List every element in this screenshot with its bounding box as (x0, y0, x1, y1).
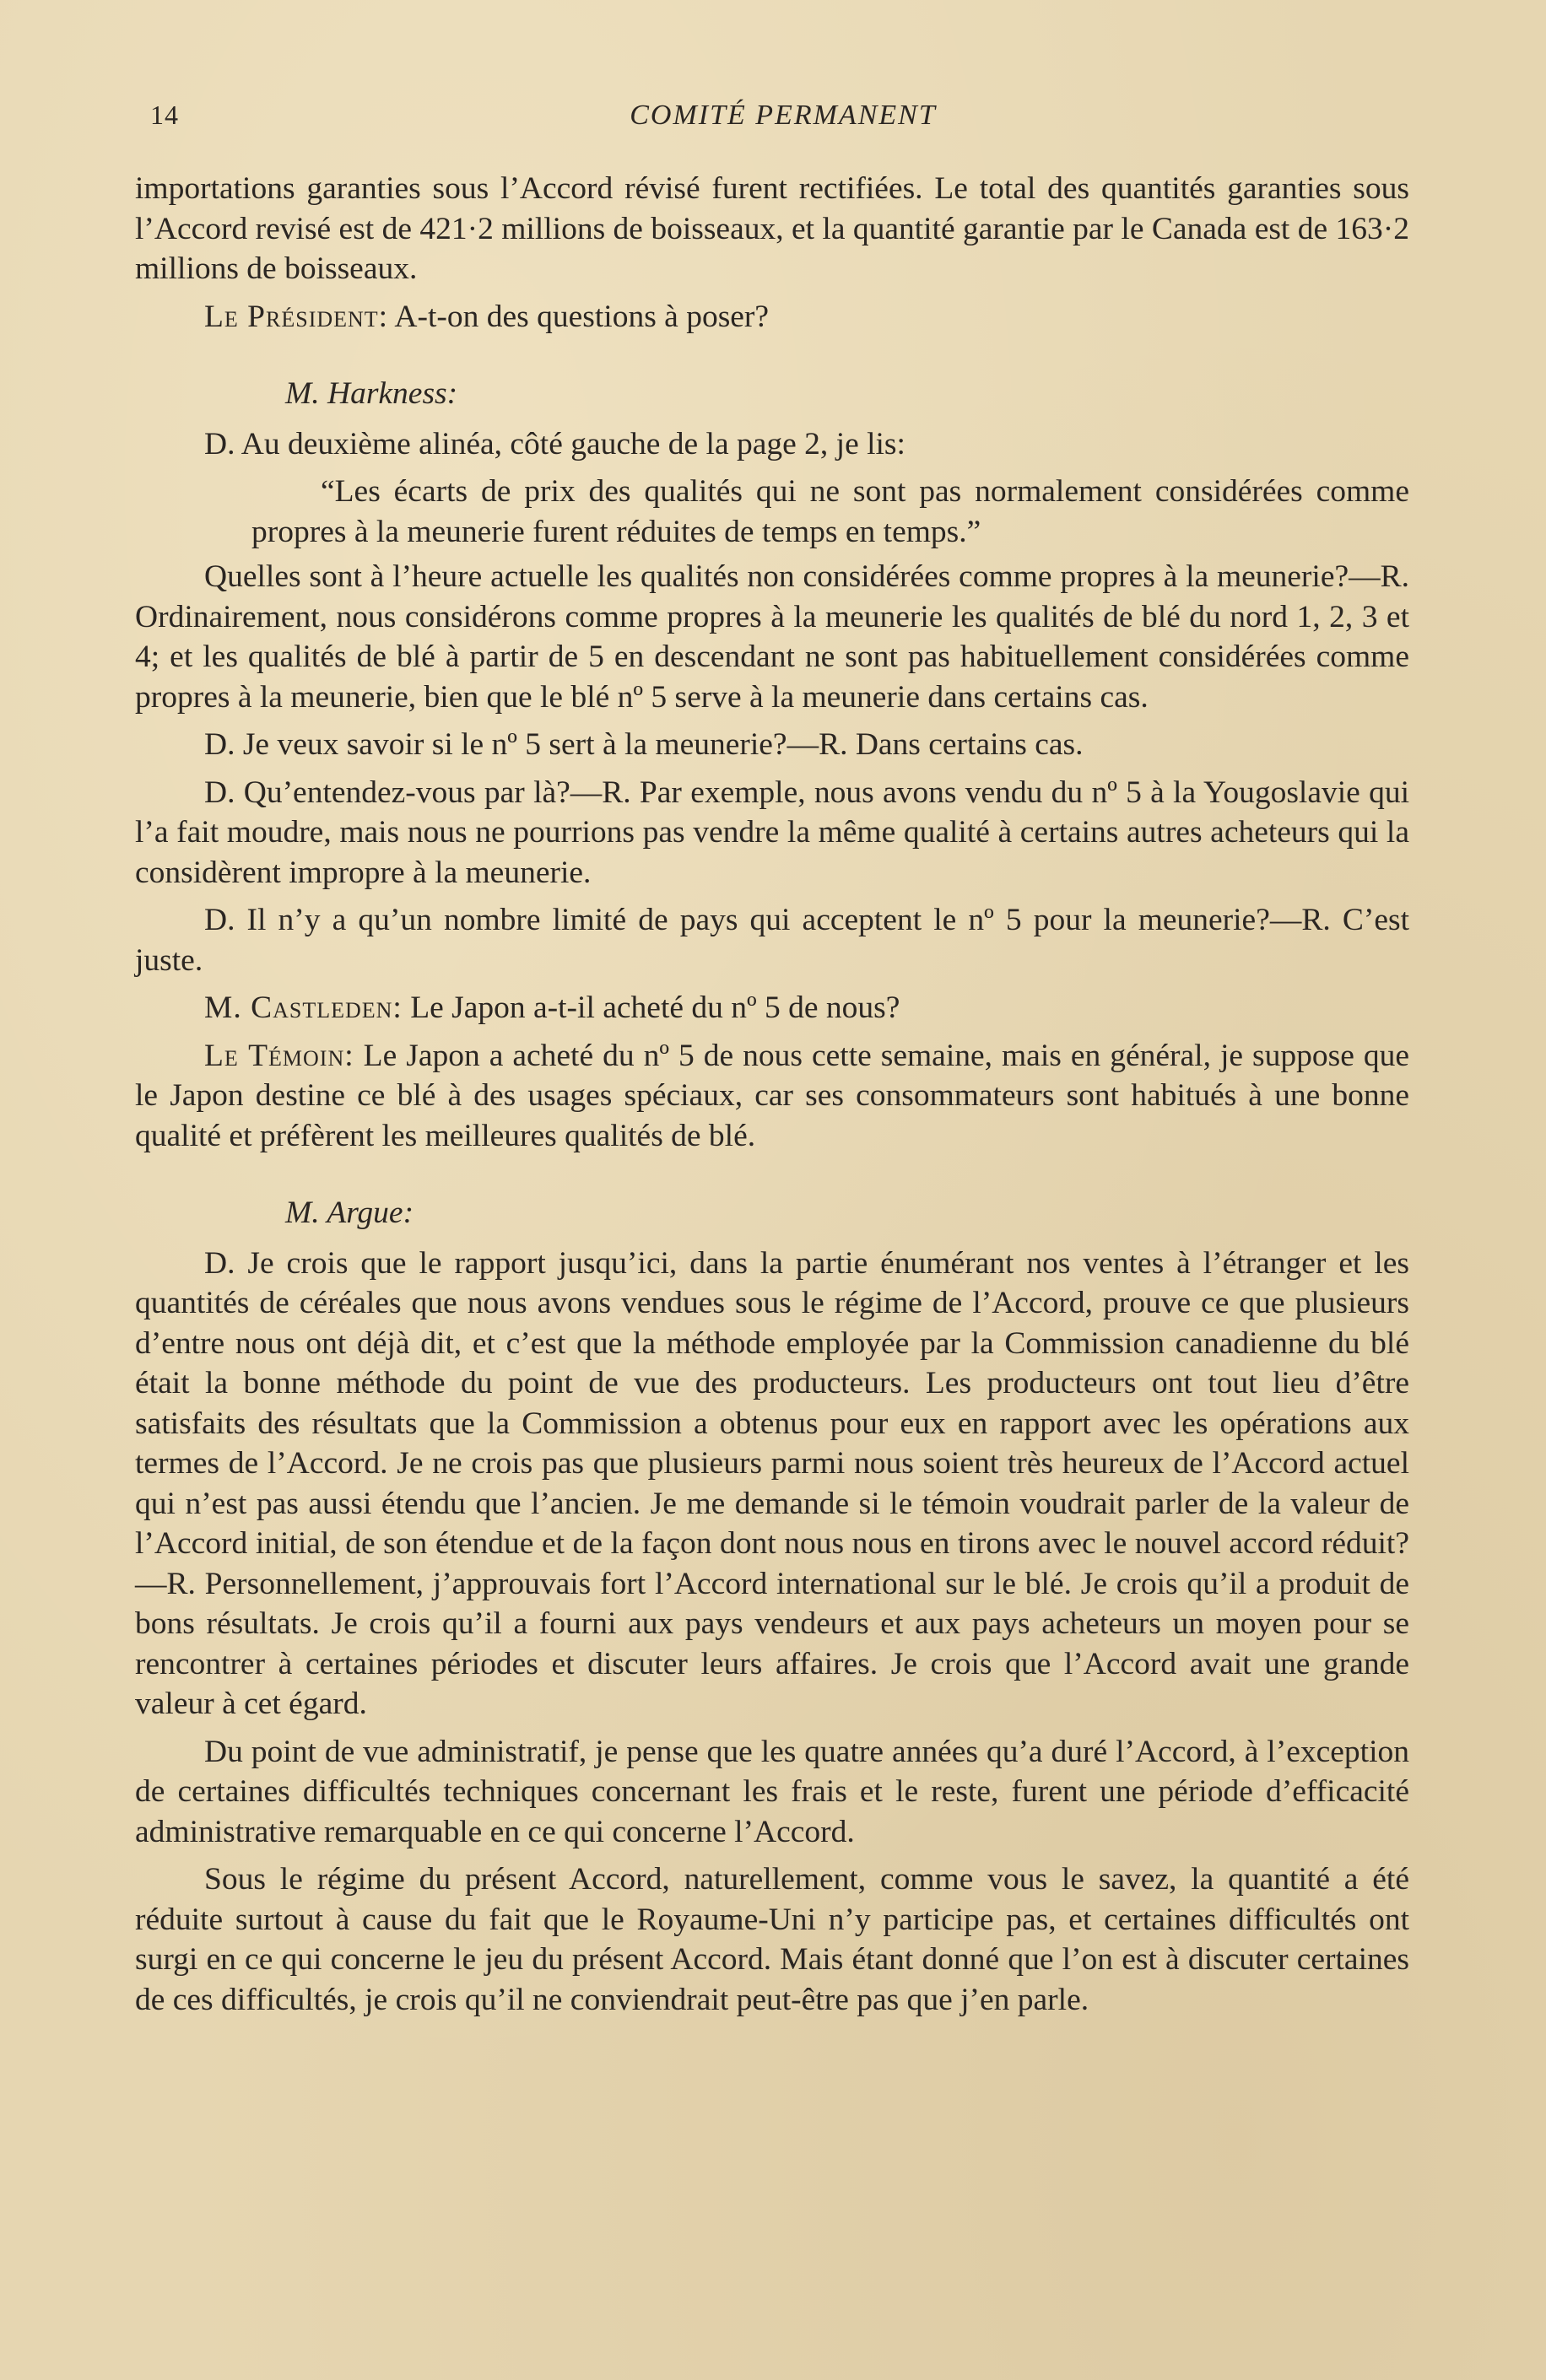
page-number: 14 (150, 100, 179, 130)
speaker-president: Le Président: (204, 299, 389, 334)
paragraph-argue-question: D. Je crois que le rapport jusqu’ici, dans la partie énumérant nos ventes à l’étranger et les quantités de céréales que nous avons vendues sous le régime de l’Accord, prouve ce que plusieurs d’entre nous ont déjà dit, et c’est que la méthode employée par la Commission canadienne du blé était la bonne méthode du point de vue des producteurs. Les producteurs ont tout lieu d’être satisfaits des résultats que la Commission a obtenus pour eux en rapport avec les opérations aux termes de l’Accord. Je ne crois pas que plusieurs parmi nous soient très heureux de l’Accord actuel qui n’est pas aussi étendu que l’ancien. Je me demande si le témoin voudrait parler de la valeur de l’Accord initial, de son étendue et de la façon dont nous nous en tirons avec le nouvel accord réduit?—R. Personnellement, j’approuvais fort l’Accord international sur le blé. Je crois qu’il a produit de bons résultats. Je crois qu’il a fourni aux pays vendeurs et aux pays acheteurs un moyen pour se rencontrer à certaines périodes et discuter leurs affaires. Je crois que l’Accord avait une grande valeur à cet égard. (135, 1245, 1409, 1721)
paragraph-administratif: Du point de vue administratif, je pense que les quatre années qu’a duré l’Accord, à l’exception de certaines difficultés techniques concernant les frais et le reste, furent une période d’efficacité administrative remarquable en ce qui concerne l’Accord. (135, 1734, 1409, 1849)
speaker-castleden: M. Castleden: (204, 990, 403, 1025)
speaker-temoin: Le Témoin: (204, 1038, 354, 1073)
castleden-question (135, 988, 1409, 1028)
speaker-heading-harkness: M. Harkness: (285, 376, 458, 411)
document-body (135, 169, 1409, 2027)
paragraph-pays-limite: D. Il n’y a qu’un nombre limité de pays qui acceptent le nº 5 pour la meunerie?—R. C’est juste. (135, 903, 1409, 978)
paragraph-no5-meunerie: D. Je veux savoir si le nº 5 sert à la meunerie?—R. Dans certains cas. (204, 727, 1084, 762)
page-header (150, 100, 1416, 150)
temoin-answer (135, 1036, 1409, 1157)
president-question (135, 297, 1409, 337)
temoin-text: Le Japon a acheté du nº 5 de nous cette semaine, mais en général, je suppose que le Japon destine ce blé à des usages spéciaux, car ses consommateurs sont habitués à une bonne qualité et préfèrent les meilleures qualités de blé. (135, 1038, 1410, 1153)
speaker-heading-argue: M. Argue: (285, 1195, 414, 1230)
running-title: COMITÉ PERMANENT (630, 100, 937, 131)
paragraph-continued: importations garanties sous l’Accord révisé furent rectifiées. Le total des quantités garanties sous l’Accord revisé est de 421·2 millions de boisseaux, et la quantité garantie par le Canada est de 163·2 millions de boisseaux. (135, 171, 1409, 286)
paragraph-yougoslavie: D. Qu’entendez-vous par là?—R. Par exemple, nous avons vendu du nº 5 à la Yougoslavie qui l’a fait moudre, mais nous ne pourrions pas vendre la même qualité à certains autres acheteurs qui la considèrent impropre à la meunerie. (135, 774, 1409, 890)
castleden-text: Le Japon a-t-il acheté du nº 5 de nous? (410, 990, 900, 1025)
paragraph-present-accord: Sous le régime du présent Accord, naturellement, comme vous le savez, la quantité a été réduite surtout à cause du fait que le Royaume-Uni n’y participe pas, et certaines difficultés ont surgi en ce qui concerne le jeu du présent Accord. Mais étant donné que l’on est à discuter certaines de ces difficultés, je crois qu’il ne conviendrait peut-être pas que j’en parle. (135, 1862, 1409, 2017)
question-harkness: D. Au deuxième alinéa, côté gauche de la page 2, je lis: (204, 426, 905, 461)
president-text: A-t-on des questions à poser? (394, 299, 770, 334)
paragraph-qualites: Quelles sont à l’heure actuelle les qualités non considérées comme propres à la meunerie?—R. Ordinairement, nous considérons comme propres à la meunerie les qualités de blé du nord 1, 2, 3 et 4; et les qualités de blé à partir de 5 en descendant ne sont pas habituellement considérées comme propres à la meunerie, bien que le blé nº 5 serve à la meunerie dans certains cas. (135, 559, 1409, 715)
block-quote: “Les écarts de prix des qualités qui ne sont pas normalement considérées comme propres à la meunerie furent réduites de temps en temps.” (251, 474, 1409, 549)
